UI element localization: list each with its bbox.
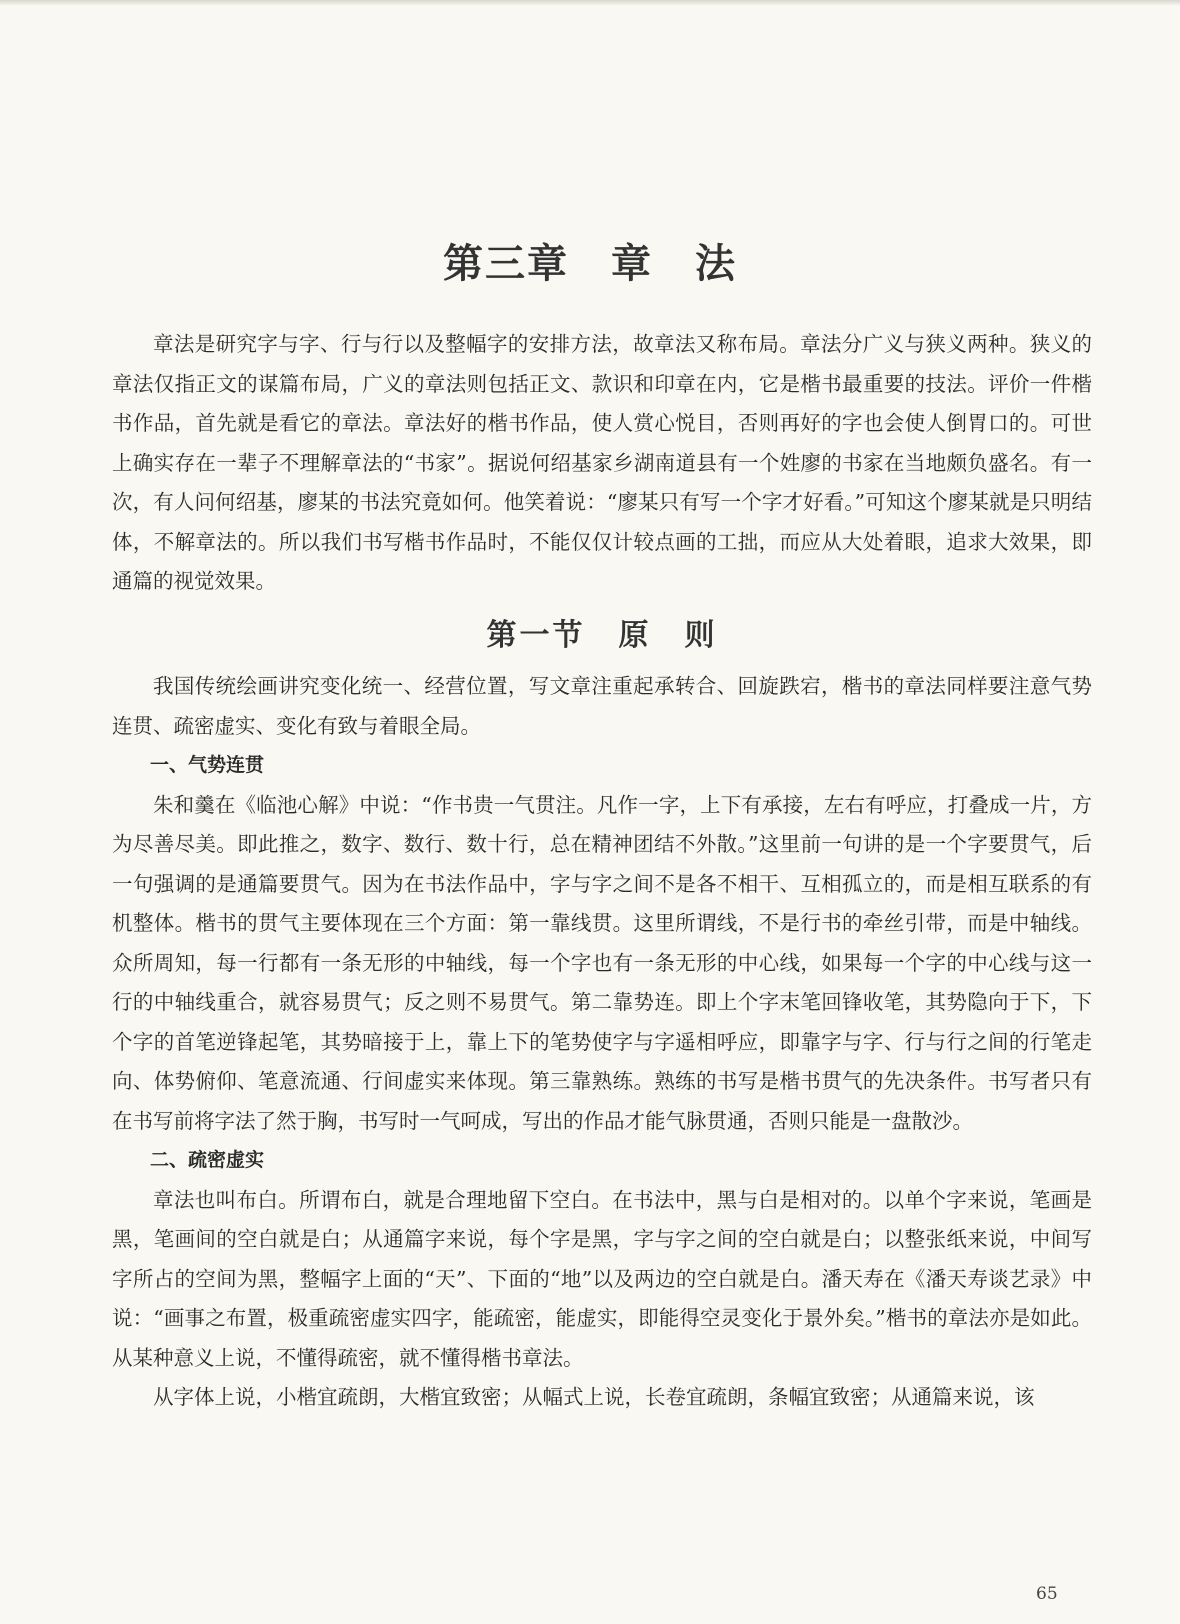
page-number: 65	[1036, 1584, 1058, 1604]
subsection-heading-1: 一、气势连贯	[150, 754, 265, 776]
section-intro-paragraph: 我国传统绘画讲究变化统一、经营位置，写文章注重起承转合、回旋跌宕，楷书的章法同样要注意气势连贯、疏密虚实、变化有致与着眼全局。	[112, 674, 1092, 738]
page-content	[112, 325, 1092, 1418]
subsection-2-paragraph-2: 从字体上说，小楷宜疏朗，大楷宜致密；从幅式上说，长卷宜疏朗，条幅宜致密；从通篇来说，该	[153, 1385, 1035, 1409]
subsection-heading-2: 二、疏密虚实	[150, 1149, 265, 1171]
subsection-1-paragraph-1: 朱和羹在《临池心解》中说：“作书贵一气贯注。凡作一字，上下有承接，左右有呼应，打叠成一片，方为尽善尽美。即此推之，数字、数行、数十行，总在精神团结不外散。”这里前一句讲的是一个字要贯气，后一句强调的是通篇要贯气。因为在书法作品中，字与字之间不是各不相干、互相孤立的，而是相互联系的有机整体。楷书的贯气主要体现在三个方面：第一靠线贯。这里所谓线，不是行书的牵丝引带，而是中轴线。众所周知，每一行都有一条无形的中轴线，每一个字也有一条无形的中心线，如果每一个字的中心线与这一行的中轴线重合，就容易贯气；反之则不易贯气。第二靠势连。即上个字末笔回锋收笔，其势隐向于下，下个字的首笔逆锋起笔，其势暗接于上，靠上下的笔势使字与字遥相呼应，即靠字与字、行与行之间的行笔走向、体势俯仰、笔意流通、行间虚实来体现。第三靠熟练。熟练的书写是楷书贯气的先决条件。书写者只有在书写前将字法了然于胸，书写时一气呵成，写出的作品才能气脉贯通，否则只能是一盘散沙。	[112, 792, 1092, 1133]
subsection-2-paragraph-1: 章法也叫布白。所谓布白，就是合理地留下空白。在书法中，黑与白是相对的。以单个字来说，笔画是黑，笔画间的空白就是白；从通篇字来说，每个字是黑，字与字之间的空白就是白；以整张纸来说，中间写字所占的空间为黑，整幅字上面的“天”、下面的“地”以及两边的空白就是白。潘天寿在《潘天寿谈艺录》中说：“画事之布置，极重疏密虚实四字，能疏密，能虚实，即能得空灵变化于景外矣。”楷书的章法亦是如此。从某种意义上说，不懂得疏密，就不懂得楷书章法。	[112, 1187, 1092, 1370]
page-top-edge	[0, 0, 1180, 6]
chapter-intro-paragraph: 章法是研究字与字、行与行以及整幅字的安排方法，故章法又称布局。章法分广义与狭义两种。狭义的章法仅指正文的谋篇布局，广义的章法则包括正文、款识和印章在内，它是楷书最重要的技法。评价一件楷书作品，首先就是看它的章法。章法好的楷书作品，使人赏心悦目，否则再好的字也会使人倒胃口的。可世上确实存在一辈子不理解章法的“书家”。据说何绍基家乡湖南道县有一个姓廖的书家在当地颇负盛名。有一次，有人问何绍基，廖某的书法究竟如何。他笑着说：“廖某只有写一个字才好看。”可知这个廖某就是只明结体，不解章法的。所以我们书写楷书作品时，不能仅仅计较点画的工拙，而应从大处着眼，追求大效果，即通篇的视觉效果。	[112, 332, 1092, 593]
chapter-title: 第三章 章 法	[443, 241, 737, 287]
section-title: 第一节 原 则	[486, 617, 718, 653]
